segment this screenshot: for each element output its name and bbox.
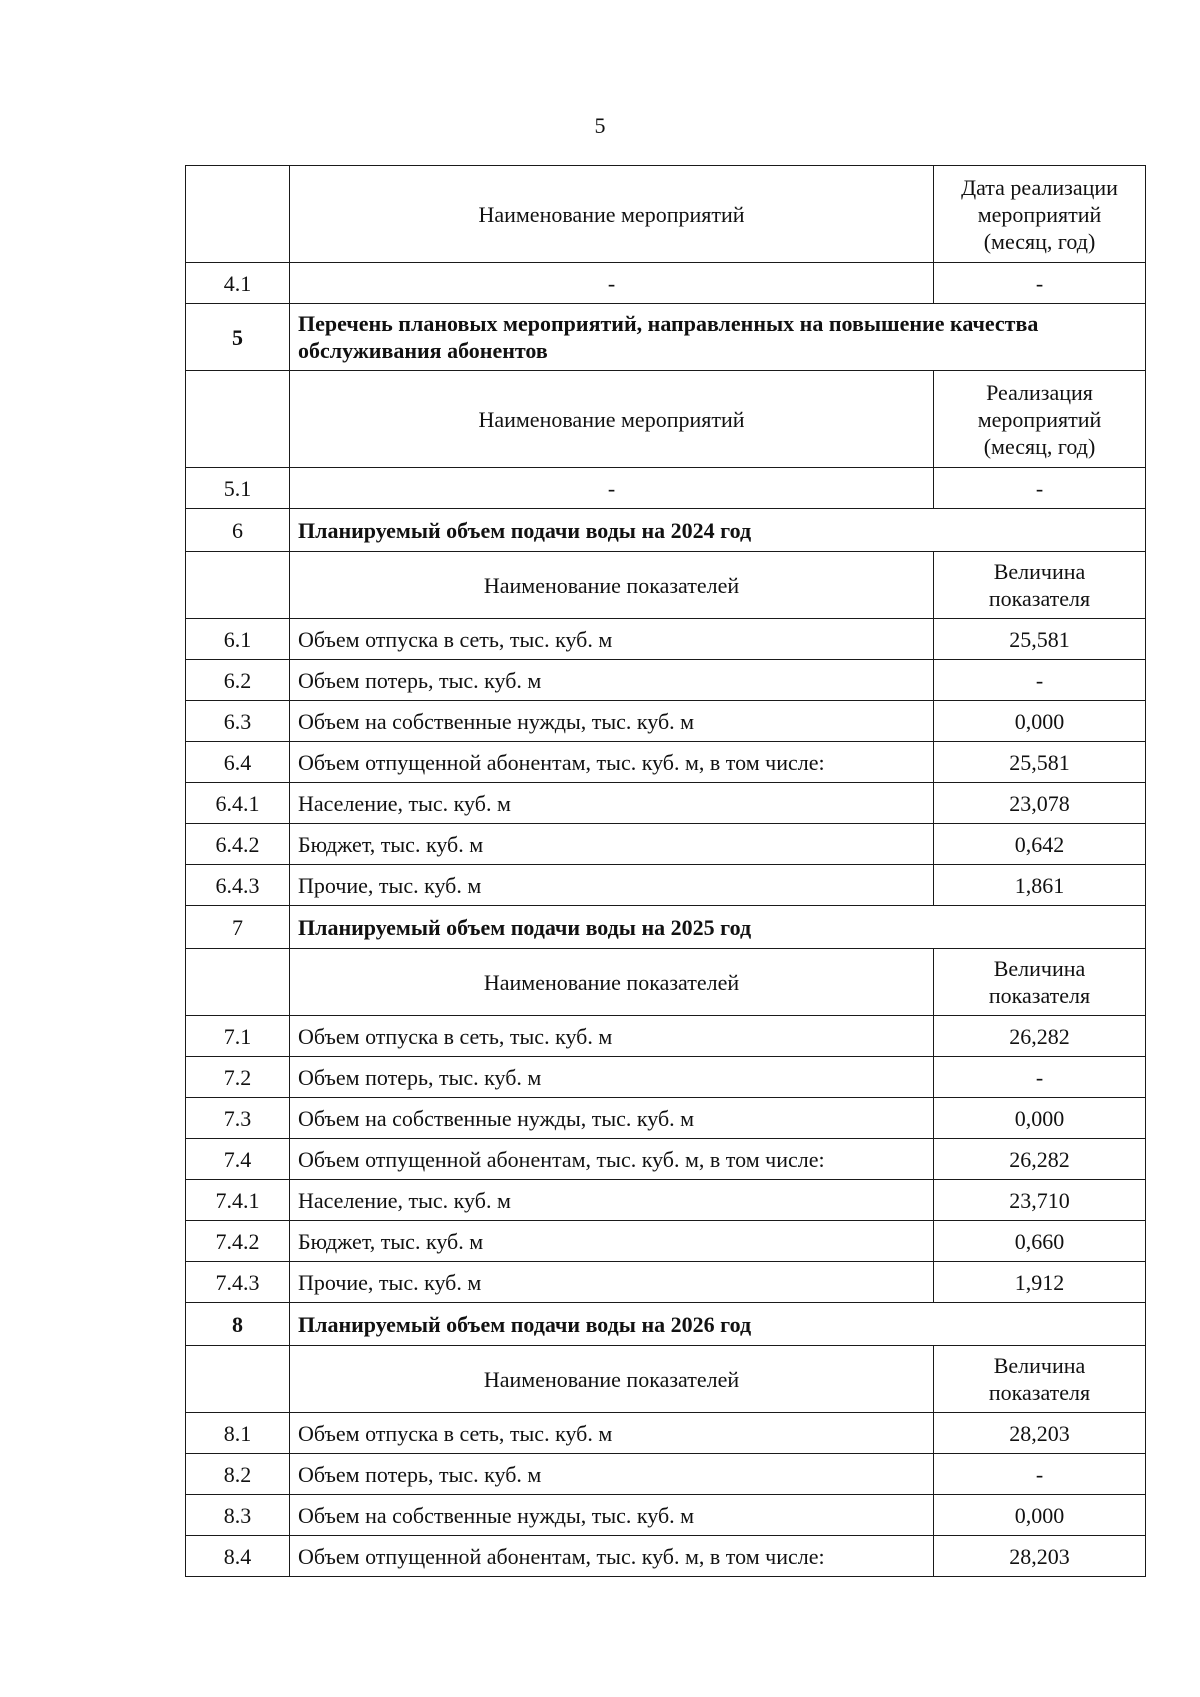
row-number: 6.4 [186, 742, 290, 783]
row-number: 7.4.2 [186, 1221, 290, 1262]
row-value: - [934, 1057, 1146, 1098]
row-name: Объем потерь, тыс. куб. м [290, 1454, 934, 1495]
row-name: - [290, 263, 934, 304]
row-name: Объем на собственные нужды, тыс. куб. м [290, 1098, 934, 1139]
table-row [186, 824, 1146, 865]
row-value: - [934, 660, 1146, 701]
row-name: Объем потерь, тыс. куб. м [290, 1057, 934, 1098]
row-value: 28,203 [934, 1536, 1146, 1577]
table-row [186, 701, 1146, 742]
row-number: 6.3 [186, 701, 290, 742]
row-value: - [934, 468, 1146, 509]
row-value: 0,000 [934, 1495, 1146, 1536]
row-value: 0,660 [934, 1221, 1146, 1262]
row-value: - [934, 1454, 1146, 1495]
column-header-value: Величина показателя [934, 1346, 1146, 1413]
column-header-value: Величина показателя [934, 552, 1146, 619]
section-number: 5 [186, 304, 290, 371]
row-name: Объем отпущенной абонентам, тыс. куб. м, в том числе: [290, 1139, 934, 1180]
row-number: 4.1 [186, 263, 290, 304]
row-number: 6.2 [186, 660, 290, 701]
column-header-name: Наименование мероприятий [290, 166, 934, 263]
row-name: - [290, 468, 934, 509]
column-header-value: Дата реализации мероприятий (месяц, год) [934, 166, 1146, 263]
row-value: 25,581 [934, 742, 1146, 783]
section-title: Перечень плановых мероприятий, направленных на повышение качества обслуживания абонентов [290, 304, 1146, 371]
row-value: 26,282 [934, 1139, 1146, 1180]
table-row [186, 619, 1146, 660]
row-value: - [934, 263, 1146, 304]
table-row [186, 1180, 1146, 1221]
row-name: Население, тыс. куб. м [290, 783, 934, 824]
table-row [186, 1221, 1146, 1262]
table-row [186, 1495, 1146, 1536]
row-number: 7.4.3 [186, 1262, 290, 1303]
row-number: 8.4 [186, 1536, 290, 1577]
table-row [186, 660, 1146, 701]
table-header-row [186, 949, 1146, 1016]
row-number [186, 371, 290, 468]
table-row [186, 1262, 1146, 1303]
table-header-row [186, 552, 1146, 619]
section-title: Планируемый объем подачи воды на 2026 год [290, 1303, 1146, 1346]
section-row [186, 906, 1146, 949]
row-number: 7.2 [186, 1057, 290, 1098]
row-number [186, 552, 290, 619]
row-number: 7.4.1 [186, 1180, 290, 1221]
section-number: 6 [186, 509, 290, 552]
row-value: 0,000 [934, 701, 1146, 742]
table-header-row [186, 371, 1146, 468]
column-header-value: Реализация мероприятий (месяц, год) [934, 371, 1146, 468]
row-name: Объем отпуска в сеть, тыс. куб. м [290, 619, 934, 660]
row-name: Бюджет, тыс. куб. м [290, 1221, 934, 1262]
plan-table [185, 165, 1146, 1577]
section-title: Планируемый объем подачи воды на 2025 год [290, 906, 1146, 949]
table-row [186, 1098, 1146, 1139]
row-value: 26,282 [934, 1016, 1146, 1057]
row-name: Объем отпуска в сеть, тыс. куб. м [290, 1413, 934, 1454]
table-row [186, 1057, 1146, 1098]
table-row [186, 1016, 1146, 1057]
table-row [186, 1536, 1146, 1577]
table-row [186, 783, 1146, 824]
page-number: 5 [594, 113, 606, 138]
table-header-row [186, 1346, 1146, 1413]
section-row [186, 304, 1146, 371]
row-value: 23,078 [934, 783, 1146, 824]
row-number: 6.4.3 [186, 865, 290, 906]
row-number: 6.4.2 [186, 824, 290, 865]
row-name: Бюджет, тыс. куб. м [290, 824, 934, 865]
row-value: 1,912 [934, 1262, 1146, 1303]
row-value: 23,710 [934, 1180, 1146, 1221]
row-value: 28,203 [934, 1413, 1146, 1454]
row-number: 8.2 [186, 1454, 290, 1495]
row-name: Объем на собственные нужды, тыс. куб. м [290, 701, 934, 742]
section-row [186, 1303, 1146, 1346]
row-name: Объем отпущенной абонентам, тыс. куб. м, в том числе: [290, 742, 934, 783]
row-number: 5.1 [186, 468, 290, 509]
row-name: Объем на собственные нужды, тыс. куб. м [290, 1495, 934, 1536]
row-name: Прочие, тыс. куб. м [290, 1262, 934, 1303]
row-number: 7.3 [186, 1098, 290, 1139]
section-number: 8 [186, 1303, 290, 1346]
table-header-row [186, 166, 1146, 263]
row-number [186, 949, 290, 1016]
table-row [186, 1413, 1146, 1454]
column-header-name: Наименование мероприятий [290, 371, 934, 468]
row-number: 8.3 [186, 1495, 290, 1536]
table-row [186, 468, 1146, 509]
row-number: 8.1 [186, 1413, 290, 1454]
table-row [186, 1454, 1146, 1495]
row-name: Население, тыс. куб. м [290, 1180, 934, 1221]
table-row [186, 742, 1146, 783]
row-name: Объем отпуска в сеть, тыс. куб. м [290, 1016, 934, 1057]
column-header-name: Наименование показателей [290, 949, 934, 1016]
row-number [186, 166, 290, 263]
table-row [186, 1139, 1146, 1180]
row-name: Прочие, тыс. куб. м [290, 865, 934, 906]
row-number: 7.4 [186, 1139, 290, 1180]
section-number: 7 [186, 906, 290, 949]
column-header-name: Наименование показателей [290, 1346, 934, 1413]
row-number: 7.1 [186, 1016, 290, 1057]
row-value: 25,581 [934, 619, 1146, 660]
table-row [186, 865, 1146, 906]
column-header-name: Наименование показателей [290, 552, 934, 619]
row-number: 6.1 [186, 619, 290, 660]
column-header-value: Величина показателя [934, 949, 1146, 1016]
section-title: Планируемый объем подачи воды на 2024 год [290, 509, 1146, 552]
table-row [186, 263, 1146, 304]
row-number: 6.4.1 [186, 783, 290, 824]
row-name: Объем потерь, тыс. куб. м [290, 660, 934, 701]
row-value: 0,000 [934, 1098, 1146, 1139]
row-number [186, 1346, 290, 1413]
row-value: 0,642 [934, 824, 1146, 865]
row-value: 1,861 [934, 865, 1146, 906]
section-row [186, 509, 1146, 552]
row-name: Объем отпущенной абонентам, тыс. куб. м, в том числе: [290, 1536, 934, 1577]
